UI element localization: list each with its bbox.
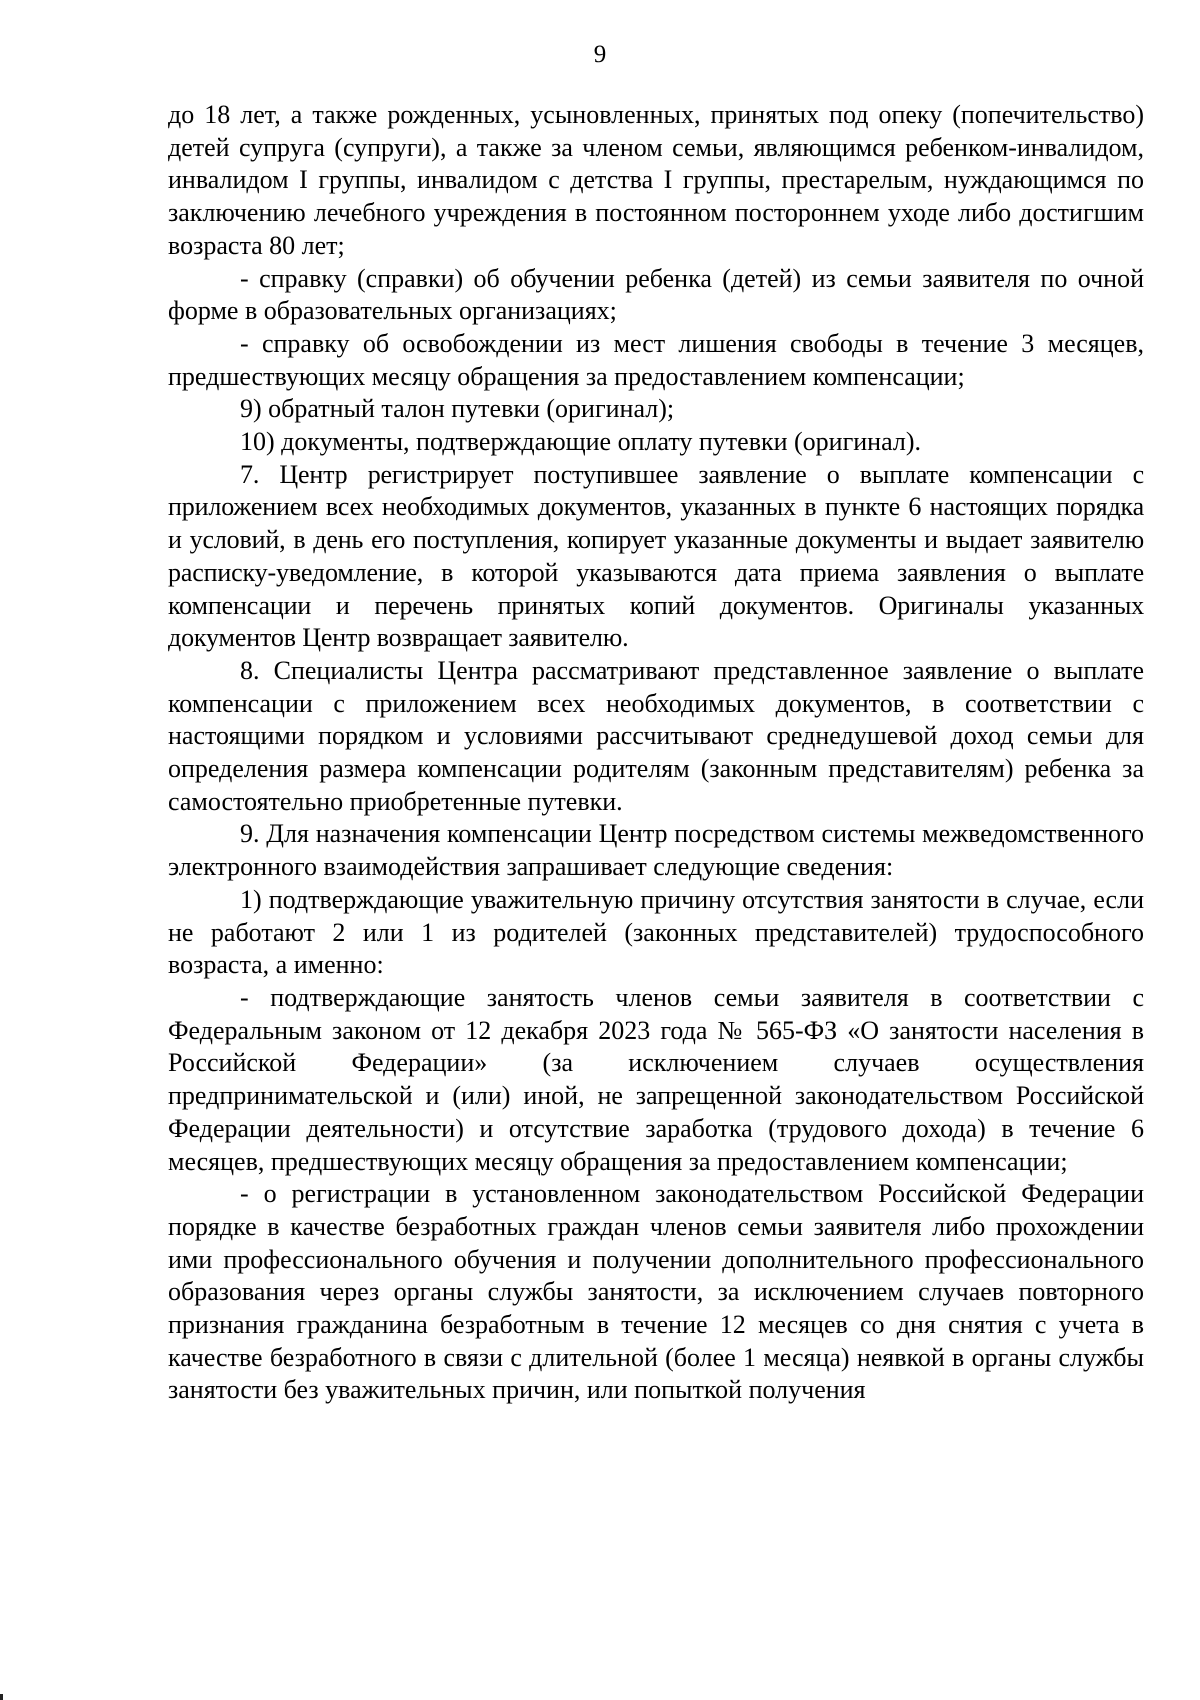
paragraph-subitem-1: 1) подтверждающие уважительную причину отсутствия занятости в случае, если не работают 2 или 1 из родителей (законных представителей) трудоспособного возраста, а именно: <box>168 884 1144 980</box>
document-body <box>168 99 1144 1407</box>
paragraph-list-item-registration: - о регистрации в установленном законодательством Российской Федерации порядке в качестве безработных граждан членов семьи заявителя либо прохождении ими профессионального обучения и получении дополнительного профессионального образования через органы службы занятости, за исключением случаев повторного признания гражданина безработным в течение 12 месяцев со дня снятия с учета в качестве безработного в связи с длительной (более 1 месяца) неявкой в органы службы занятости без уважительных причин, или попыткой получения <box>168 1179 1144 1405</box>
paragraph-list-item-release-certificate: - справку об освобождении из мест лишения свободы в течение 3 месяцев, предшествующих месяцу обращения за предоставлением компенсации; <box>168 328 1144 391</box>
paragraph-list-item-employment: - подтверждающие занятость членов семьи заявителя в соответствии с Федеральным законом от 12 декабря 2023 года № 565-ФЗ «О занятости населения в Российской Федерации» (за исключением случаев осуществления предпринимательской и (или) иной, не запрещенной законодательством Российской Федерации деятельности) и отсутствие заработка (трудового дохода) в течение 6 месяцев, предшествующих месяцу обращения за предоставлением компенсации; <box>168 982 1144 1176</box>
paragraph-item-10: 10) документы, подтверждающие оплату путевки (оригинал). <box>240 427 921 457</box>
scan-edge-mark <box>0 1694 3 1700</box>
paragraph-clause-7: 7. Центр регистрирует поступившее заявление о выплате компенсации с приложением всех необходимых документов, указанных в пункте 6 настоящих порядка и условий, в день его поступления, копирует указанные документы и выдает заявителю расписку-уведомление, в которой указываются дата приема заявления о выплате компенсации и перечень принятых копий документов. Оригиналы указанных документов Центр возвращает заявителю. <box>168 459 1144 653</box>
paragraph-item-9: 9) обратный талон путевки (оригинал); <box>240 394 675 424</box>
paragraph-clause-9: 9. Для назначения компенсации Центр посредством системы межведомственного электронного взаимодействия запрашивает следующие сведения: <box>168 819 1144 882</box>
paragraph-clause-8: 8. Специалисты Центра рассматривают представленное заявление о выплате компенсации с приложением всех необходимых документов, в соответствии с настоящими порядком и условиями рассчитывают среднедушевой доход семьи для определения размера компенсации родителям (законным представителям) ребенка за самостоятельно приобретенные путевки. <box>168 655 1144 816</box>
paragraph-list-item-study-certificate: - справку (справки) об обучении ребенка (детей) из семьи заявителя по очной форме в образовательных организациях; <box>168 263 1144 326</box>
page-number: 9 <box>593 41 607 68</box>
paragraph-continuation: до 18 лет, а также рожденных, усыновленных, принятых под опеку (попечительство) детей супруга (супруги), а также за членом семьи, являющимся ребенком-инвалидом, инвалидом I группы, инвалидом с детства I группы, престарелым, нуждающимся по заключению лечебного учреждения в постоянном постороннем уходе либо достигшим возраста 80 лет; <box>168 100 1144 260</box>
